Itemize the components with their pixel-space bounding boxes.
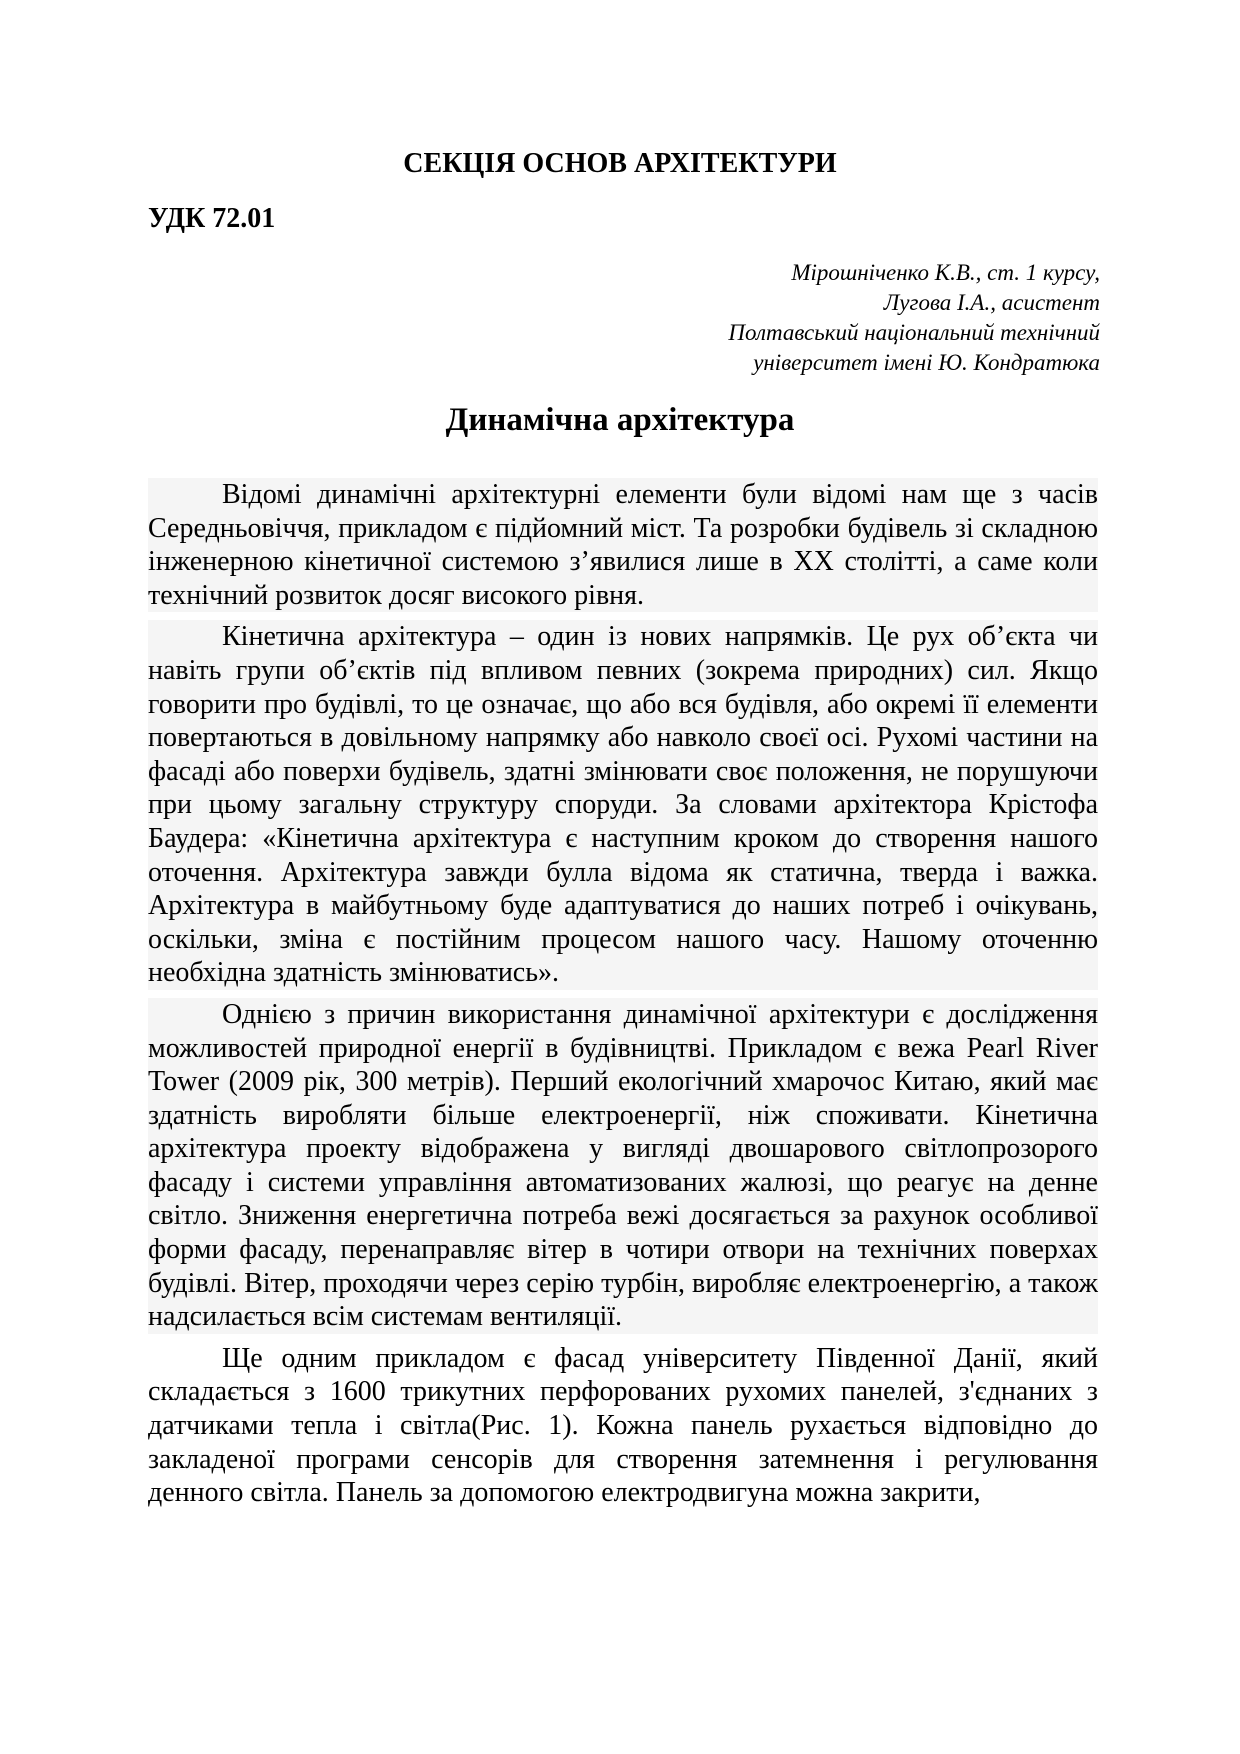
paragraph-3: Однією з причин використання динамічної архітектури є дослідження можливостей природної енергії в будівництві. Прикладом є вежа Pearl River Tower (2009 рік, 300 метрів). Перший екологічний хмарочос Китаю, який має здатність виробляти більше електроенергії, ніж споживати. Кінетична архітектура проекту відображена у вигляді двошарового світлопрозорого фасаду і системи управління автоматизованих жалюзі, що реагує на денне світло. Зниження енергетична потреба вежі досягається за рахунок особливої форми фасаду, перенаправляє вітер в чотири отвори на технічних поверхах будівлі. Вітер, проходячи через серію турбін, виробляє електроенергію, а також надсилається всім системам вентиляції. (148, 998, 1098, 1333)
paragraph-1: Відомі динамічні архітектурні елементи були відомі нам ще з часів Середньовіччя, прикладом є підйомний міст. Та розробки будівель зі складною інженерною кінетичної системою з’явилися лише в XX столітті, а саме коли технічний розвиток досяг високого рівня. (148, 479, 1098, 611)
authors-block (728, 258, 1100, 378)
paper-title: Динамічна архітектура (445, 402, 795, 438)
author-2: Лугова І.А., асистент (883, 290, 1100, 315)
paragraph-2: Кінетична архітектура – один із нових напрямків. Це рух об’єкта чи навіть групи об’єктів під впливом певних (зокрема природних) сил. Якщо говорити про будівлі, то це означає, що або вся будівля, або окремі її елементи повертаються в довільному напрямку або навколо своєї осі. Рухомі частини на фасаді або поверхи будівель, здатні змінювати своє положення, не порушуючи при цьому загальну структуру споруди. За словами архітектора Крістофа Баудера: «Кінетична архітектура є наступним кроком до створення нашого оточення. Архітектура завжди булла відома як статична, тверда і важка. Архітектура в майбутньому буде адаптуватися до наших потреб і очікувань, оскільки, зміна є постійним процесом нашого часу. Нашому оточенню необхідна здатність змінюватись». (148, 621, 1098, 989)
body-text (148, 478, 1098, 1518)
affiliation-line-1: Полтавський національний технічний (728, 320, 1100, 345)
affiliation-line-2: університет імені Ю. Кондратюка (753, 350, 1100, 375)
section-heading: СЕКЦІЯ ОСНОВ АРХІТЕКТУРИ (403, 148, 837, 179)
udk-code: УДК 72.01 (148, 203, 276, 234)
paragraph-4: Ще одним прикладом є фасад університету Південної Данії, який складається з 1600 трикутних перфорованих рухомих панелей, з'єднаних з датчиками тепла і світла(Рис. 1). Кожна панель рухається відповідно до закладеної програми сенсорів для створення затемнення і регулювання денного світла. Панель за допомогою електродвигуна можна закрити, (148, 1342, 1098, 1509)
author-1: Мірошніченко К.В., ст. 1 курсу, (791, 260, 1100, 285)
